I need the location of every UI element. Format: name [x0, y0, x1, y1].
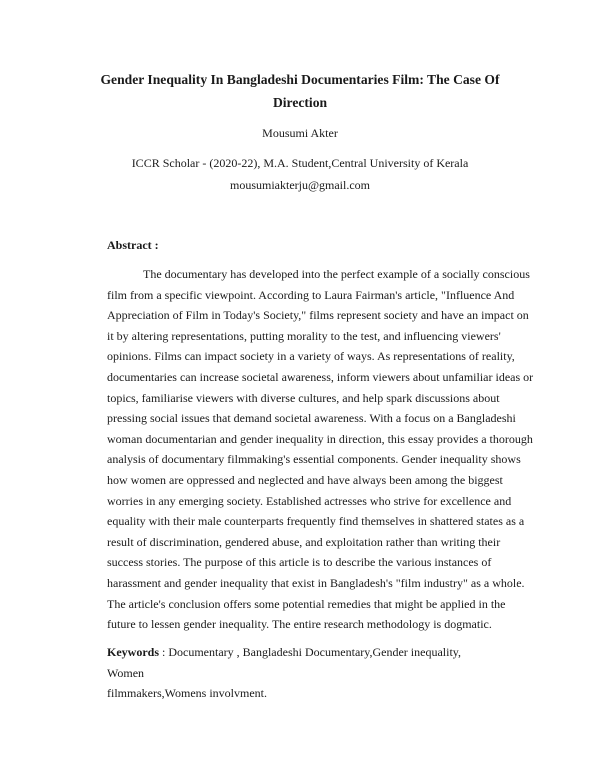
- keywords-list-line-2: filmmakers,Womens involvment.: [107, 686, 268, 701]
- abstract-line: success stories. The purpose of this article is to describe the various instances of: [107, 555, 492, 570]
- keywords-section: [107, 642, 497, 704]
- keywords-list-line-1: : Documentary , Bangladeshi Documentary,Gender inequality, Women: [107, 645, 462, 680]
- paper-title: [90, 68, 510, 114]
- abstract-line: The article's conclusion offers some potential remedies that might be applied in the: [107, 596, 506, 611]
- abstract-line: topics, familiarise viewers with diverse cultures, and help spark discussions about: [107, 390, 500, 405]
- abstract-line: The documentary has developed into the perfect example of a socially conscious: [143, 267, 530, 281]
- keywords-label: Keywords: [107, 645, 159, 659]
- abstract-line: equality with their male counterparts frequently find themselves in shattered states as a: [107, 514, 525, 529]
- author-affiliation: ICCR Scholar - (2020-22), M.A. Student,Central University of Kerala: [131, 156, 469, 170]
- abstract-line: documentaries can increase societal awareness, inform viewers about unfamiliar ideas or: [107, 369, 534, 384]
- abstract-line: Appreciation of Film in Today's Society," films represent society and have an impact on: [107, 308, 529, 323]
- abstract-line: future to lessen gender inequality. The entire research methodology is dogmatic.: [107, 617, 492, 632]
- author-name: Mousumi Akter: [262, 126, 338, 140]
- abstract-line: it by altering representations, putting morality to the test, and influencing viewers': [107, 328, 501, 343]
- abstract-line: opinions. Films can impact society in a variety of ways. As representations of reality,: [107, 349, 515, 364]
- abstract-line: worries in any emerging society. Established actresses who strive for excellence and: [107, 493, 512, 508]
- abstract-line: how women are oppressed and neglected and have always been among the biggest: [107, 472, 503, 487]
- paper-title-line-1: Gender Inequality In Bangladeshi Documentaries Film: The Case Of: [100, 72, 500, 87]
- abstract-line: film from a specific viewpoint. According to Laura Fairman's article, "Influence And: [107, 287, 515, 302]
- abstract-line: pressing social issues that demand societal awareness. With a focus on a Bangladeshi: [107, 411, 516, 426]
- abstract-line: result of discrimination, gendered abuse, and exploitation rather than writing their: [107, 534, 501, 549]
- author-email: mousumiakterju@gmail.com: [229, 178, 371, 192]
- abstract-line: woman documentarian and gender inequality in direction, this essay provides a thorough: [107, 431, 533, 446]
- abstract-line: analysis of documentary filmmaking's essential components. Gender inequality shows: [107, 452, 521, 467]
- abstract-heading: Abstract :: [107, 238, 159, 252]
- abstract-body: [107, 264, 534, 635]
- paper-title-line-2: Direction: [272, 95, 328, 110]
- abstract-line: harassment and gender inequality that exist in Bangladesh's "film industry" as a whole.: [107, 575, 525, 590]
